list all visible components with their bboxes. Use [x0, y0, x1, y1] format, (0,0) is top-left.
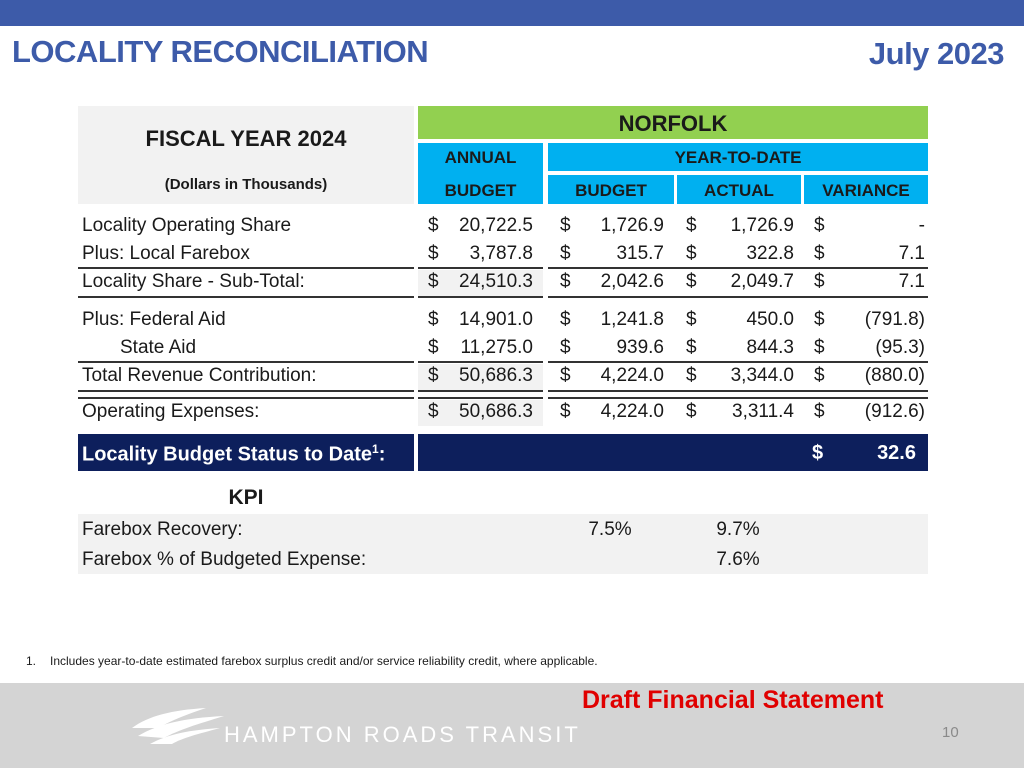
col-header-variance: VARIANCE: [804, 175, 928, 204]
kpi-title: KPI: [228, 486, 264, 509]
annual-value: 3,787.8: [469, 243, 533, 264]
ytd-variance-value: (791.8): [864, 309, 925, 330]
currency-symbol: $: [812, 442, 824, 464]
row-divider: [418, 296, 543, 298]
row-label: Locality Operating Share: [82, 215, 292, 236]
annual-header-line-2: BUDGET: [444, 181, 517, 200]
table-row: [78, 398, 928, 426]
ytd-actual-value: 450.0: [746, 309, 794, 330]
draft-label: Draft Financial Statement: [582, 686, 884, 714]
kpi-row: [78, 514, 928, 544]
locality-header: NORFOLK: [418, 106, 928, 139]
currency-symbol: $: [814, 243, 825, 264]
ytd-actual-value: 844.3: [746, 337, 794, 358]
ytd-header: YEAR-TO-DATE: [548, 143, 928, 171]
fiscal-year-label: FISCAL YEAR 2024: [145, 126, 347, 151]
kpi-label: Farebox Recovery:: [82, 519, 243, 540]
ytd-budget-value: 2,042.6: [600, 271, 664, 292]
kpi-label: Farebox % of Budgeted Expense:: [82, 549, 367, 570]
row-label: Locality Share - Sub-Total:: [82, 271, 305, 292]
hrt-logo-icon: [128, 702, 228, 746]
currency-symbol: $: [814, 337, 825, 358]
annual-value: 20,722.5: [459, 215, 533, 236]
ytd-budget-value: 4,224.0: [600, 365, 664, 386]
ytd-budget-value: 315.7: [616, 243, 664, 264]
page-title: LOCALITY RECONCILIATION: [12, 34, 429, 69]
currency-symbol: $: [814, 309, 825, 330]
currency-symbol: $: [686, 401, 697, 422]
currency-symbol: $: [560, 337, 571, 358]
currency-symbol: $: [686, 215, 697, 236]
ytd-actual-value: 3,344.0: [730, 365, 794, 386]
ytd-budget-value: 939.6: [616, 337, 664, 358]
currency-symbol: $: [560, 271, 571, 292]
currency-symbol: $: [560, 215, 571, 236]
kpi-budget-value: 7.5%: [588, 519, 632, 540]
row-divider: [78, 390, 414, 392]
ytd-variance-value: 7.1: [898, 271, 925, 292]
currency-symbol: $: [428, 337, 439, 358]
currency-symbol: $: [560, 365, 571, 386]
ytd-actual-value: 3,311.4: [732, 401, 794, 422]
kpi-actual-value: 9.7%: [716, 519, 760, 540]
currency-symbol: $: [560, 243, 571, 264]
currency-symbol: $: [428, 243, 439, 264]
brand-wordmark: HAMPTON ROADS TRANSIT: [224, 722, 581, 747]
annual-value: 11,275.0: [460, 337, 533, 358]
row-label: Plus: Local Farebox: [82, 243, 250, 264]
currency-symbol: $: [560, 401, 571, 422]
report-period: July 2023: [868, 36, 1004, 71]
row-label: Plus: Federal Aid: [82, 309, 226, 330]
footnote-marker: 1: [372, 442, 379, 456]
ytd-variance-value: (912.6): [864, 401, 925, 422]
row-label: Total Revenue Contribution:: [82, 365, 317, 386]
ytd-variance-value: -: [918, 215, 925, 236]
row-divider: [418, 390, 543, 392]
currency-symbol: $: [686, 309, 697, 330]
currency-symbol: $: [686, 243, 697, 264]
currency-symbol: $: [428, 309, 439, 330]
currency-symbol: $: [428, 365, 439, 386]
footnote: [26, 654, 598, 668]
ytd-variance-value: 7.1: [898, 243, 925, 264]
table-row: [78, 268, 928, 296]
page-number: 10: [942, 724, 959, 741]
ytd-variance-value: (95.3): [875, 337, 925, 358]
ytd-budget-value: 1,726.9: [600, 215, 664, 236]
table-row: [78, 306, 928, 334]
currency-symbol: $: [686, 337, 697, 358]
ytd-budget-value: 4,224.0: [600, 401, 664, 422]
currency-symbol: $: [428, 271, 439, 292]
currency-symbol: $: [686, 271, 697, 292]
table-row: [78, 240, 928, 268]
currency-symbol: $: [686, 365, 697, 386]
ytd-budget-value: 1,241.8: [600, 309, 664, 330]
budget-status-value: 32.6: [877, 442, 916, 464]
currency-symbol: $: [428, 401, 439, 422]
row-label: Operating Expenses:: [82, 401, 260, 422]
kpi-actual-value: 7.6%: [716, 549, 760, 570]
ytd-actual-value: 2,049.7: [730, 271, 794, 292]
top-accent-bar: [0, 0, 1024, 26]
status-bar-gap: [414, 434, 418, 471]
footnote-number: 1.: [26, 654, 37, 668]
ytd-actual-value: 322.8: [746, 243, 794, 264]
table-row: [78, 362, 928, 390]
row-label: State Aid: [120, 337, 197, 358]
currency-symbol: $: [428, 215, 439, 236]
units-label: (Dollars in Thousands): [164, 176, 328, 193]
col-header-actual: ACTUAL: [677, 175, 801, 204]
currency-symbol: $: [814, 401, 825, 422]
budget-status-bar: [78, 434, 928, 471]
currency-symbol: $: [814, 215, 825, 236]
annual-value: 24,510.3: [459, 271, 533, 292]
currency-symbol: $: [814, 271, 825, 292]
kpi-row: [78, 544, 928, 574]
annual-value: 50,686.3: [459, 401, 533, 422]
annual-value: 14,901.0: [459, 309, 533, 330]
currency-symbol: $: [560, 309, 571, 330]
budget-status-label: Locality Budget Status to Date$^1$:: [82, 442, 386, 466]
annual-value: 50,686.3: [459, 365, 533, 386]
row-divider: [78, 296, 414, 298]
table-row: [78, 334, 928, 362]
row-divider: [548, 296, 928, 298]
annual-header-line-1: ANNUAL: [444, 148, 517, 167]
col-header-budget: BUDGET: [548, 175, 674, 204]
ytd-actual-value: 1,726.9: [730, 215, 794, 236]
row-divider: [548, 390, 928, 392]
table-row: [78, 212, 928, 240]
footnote-text: Includes year-to-date estimated farebox surplus credit and/or service reliability credit, where applicable.: [50, 654, 598, 668]
ytd-variance-value: (880.0): [864, 365, 925, 386]
currency-symbol: $: [814, 365, 825, 386]
